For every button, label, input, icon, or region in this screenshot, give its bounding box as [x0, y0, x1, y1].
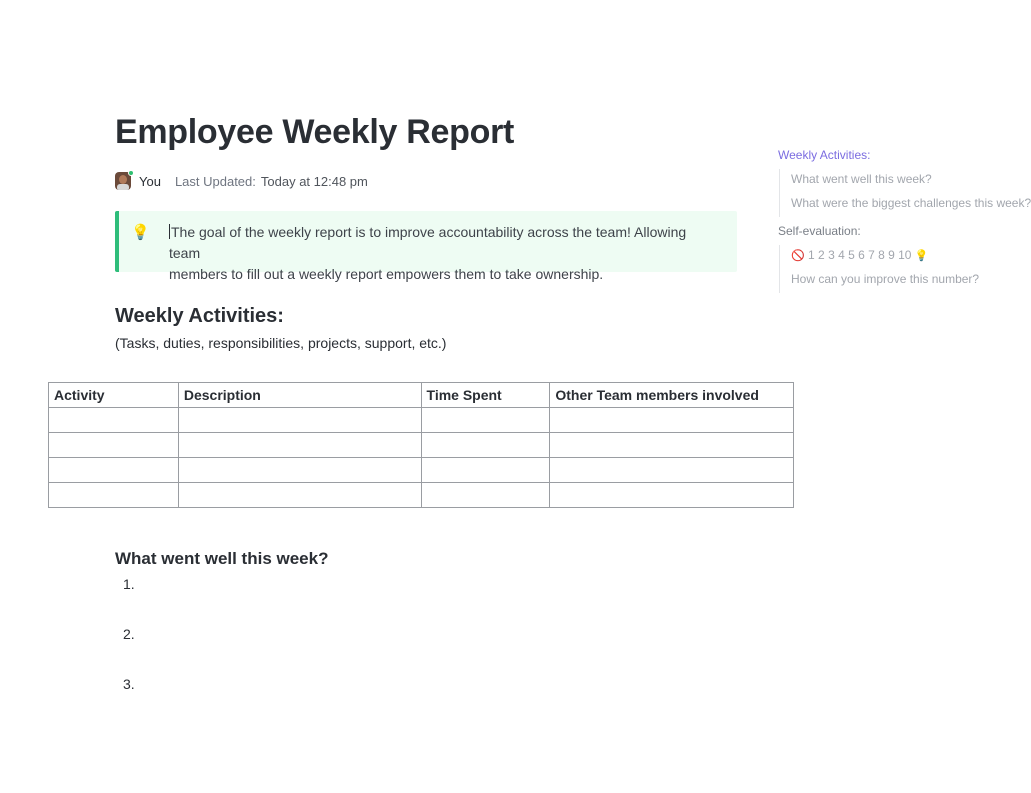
author-name[interactable]: You [139, 173, 161, 189]
table-cell[interactable] [421, 408, 550, 433]
table-header-time-spent[interactable]: Time Spent [421, 383, 550, 408]
table-cell[interactable] [421, 433, 550, 458]
lightbulb-icon: 💡 [914, 250, 929, 262]
toc-group-self-evaluation [779, 245, 1004, 293]
toc-item-challenges[interactable]: What were the biggest challenges this week? [791, 196, 1031, 210]
toc-item-self-evaluation[interactable]: Self-evaluation: [778, 224, 861, 238]
toc-group-weekly-activities [779, 169, 1031, 217]
no-entry-icon: 🚫 [791, 250, 805, 262]
table-row [49, 483, 794, 508]
table-cell[interactable] [49, 483, 179, 508]
went-well-heading[interactable]: What went well this week? [115, 549, 329, 568]
table-cell[interactable] [550, 433, 794, 458]
callout-block[interactable] [115, 211, 737, 282]
lightbulb-icon[interactable]: 💡 [131, 224, 150, 241]
toc-item-rating-scale[interactable] [791, 245, 1001, 269]
callout-text-line2: members to fill out a weekly report empowers them to take ownership. [169, 266, 604, 282]
table-row [49, 408, 794, 433]
weekly-activities-heading[interactable]: Weekly Activities: [115, 305, 284, 327]
avatar[interactable] [115, 172, 131, 190]
table-cell[interactable] [550, 458, 794, 483]
table-header-activity[interactable]: Activity [49, 383, 179, 408]
text-cursor [169, 224, 170, 239]
toc-rating-scale-label: 1 2 3 4 5 6 7 8 9 10 [808, 248, 912, 262]
document-meta [115, 171, 368, 191]
toc-item-improve-number[interactable]: How can you improve this number? [791, 272, 980, 286]
table-cell[interactable] [178, 408, 421, 433]
table-cell[interactable] [421, 483, 550, 508]
activities-table [48, 382, 794, 508]
avatar-shirt [117, 184, 129, 190]
last-updated-value: Today at 12:48 pm [260, 173, 368, 189]
online-status-icon [128, 170, 134, 176]
table-cell[interactable] [178, 433, 421, 458]
table-cell[interactable] [178, 483, 421, 508]
list-item[interactable]: 1. [123, 576, 135, 592]
table-cell[interactable] [550, 483, 794, 508]
list-item[interactable]: 2. [123, 626, 135, 642]
table-cell[interactable] [49, 433, 179, 458]
toc-item-went-well[interactable]: What went well this week? [791, 172, 932, 186]
page-title[interactable]: Employee Weekly Report [115, 113, 515, 151]
table-of-contents [778, 145, 1031, 297]
table-cell[interactable] [550, 408, 794, 433]
table-row [49, 433, 794, 458]
avatar-face [119, 175, 127, 184]
table-header-row [49, 383, 794, 408]
table-cell[interactable] [49, 408, 179, 433]
last-updated-label: Last Updated: [174, 173, 256, 189]
list-item[interactable]: 3. [123, 676, 135, 692]
table-header-team-members[interactable]: Other Team members involved [550, 383, 794, 408]
table-cell[interactable] [178, 458, 421, 483]
callout-text-line1: The goal of the weekly report is to improve accountability across the team! Allowing team [169, 224, 687, 261]
table-row [49, 458, 794, 483]
toc-item-weekly-activities[interactable]: Weekly Activities: [778, 148, 871, 162]
table-cell[interactable] [49, 458, 179, 483]
callout-text[interactable] [157, 222, 717, 282]
table-cell[interactable] [421, 458, 550, 483]
weekly-activities-subtext[interactable]: (Tasks, duties, responsibilities, projects, support, etc.) [115, 335, 447, 351]
table-header-description[interactable]: Description [178, 383, 421, 408]
